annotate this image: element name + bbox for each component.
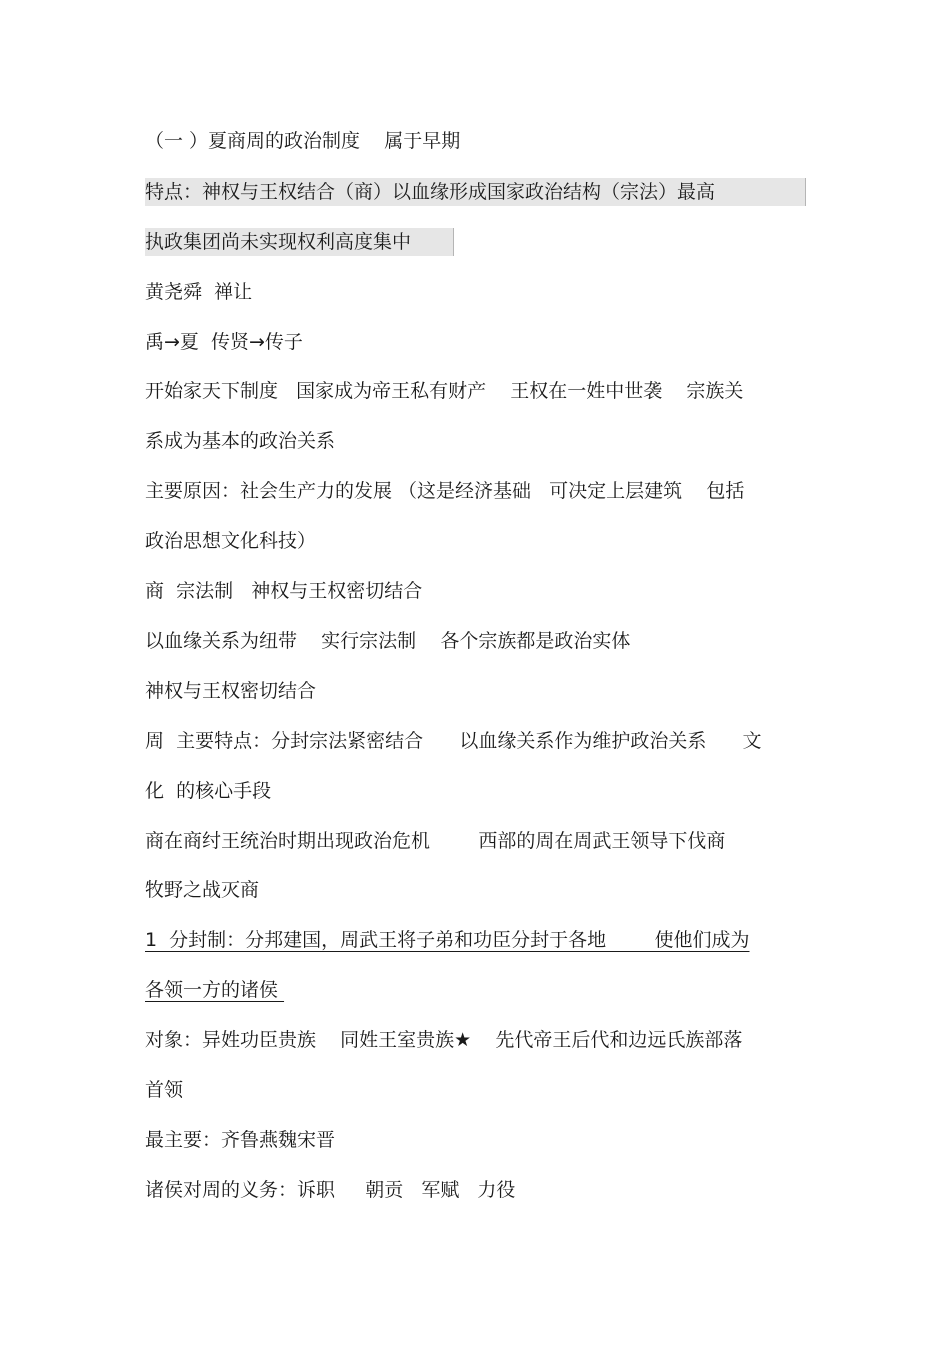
text-line: 系成为基本的政治关系 xyxy=(145,430,336,452)
text-line: 黄尧舜 禅让 xyxy=(145,281,253,303)
text-line: 商在商纣王统治时期出现政治危机 西部的周在周武王领导下伐商 xyxy=(145,830,726,852)
text-line: 商 宗法制 神权与王权密切结合 xyxy=(145,580,423,602)
text-line: 化 的核心手段 xyxy=(145,780,272,802)
text-line: 主要原因：社会生产力的发展 （这是经济基础 可决定上层建筑 包括 xyxy=(145,480,745,502)
text-line: 以血缘关系为纽带 实行宗法制 各个宗族都是政治实体 xyxy=(145,630,631,652)
section-title: （一 ）夏商周的政治制度 属于早期 xyxy=(145,130,461,152)
underlined-line: 各领一方的诸侯 xyxy=(145,979,285,1001)
features-line-2: 执政集团尚未实现权利高度集中 xyxy=(145,228,454,256)
text-line: 诸侯对周的义务：诉职 朝贡 军赋 力役 xyxy=(145,1179,516,1201)
text-line: 开始家天下制度 国家成为帝王私有财产 王权在一姓中世袭 宗族关 xyxy=(145,380,744,402)
text-line: 禹→夏 传贤→传子 xyxy=(145,331,303,353)
text-line: 周 主要特点：分封宗法紧密结合 以血缘关系作为维护政治关系 文 xyxy=(145,730,762,752)
underlined-line: 1 分封制：分邦建国，周武王将子弟和功臣分封于各地 使他们成为 xyxy=(145,929,750,951)
text-line: 最主要：齐鲁燕魏宋晋 xyxy=(145,1129,336,1151)
text-line: 政治思想文化科技） xyxy=(145,530,317,552)
features-line-1: 特点：神权与王权结合（商）以血缘形成国家政治结构（宗法）最高 xyxy=(145,178,806,206)
text-line: 首领 xyxy=(145,1079,184,1101)
text-line: 牧野之战灭商 xyxy=(145,879,260,901)
text-line: 对象：异姓功臣贵族 同姓王室贵族★ 先代帝王后代和边远氏族部落 xyxy=(145,1029,743,1051)
text-line: 神权与王权密切结合 xyxy=(145,680,317,702)
